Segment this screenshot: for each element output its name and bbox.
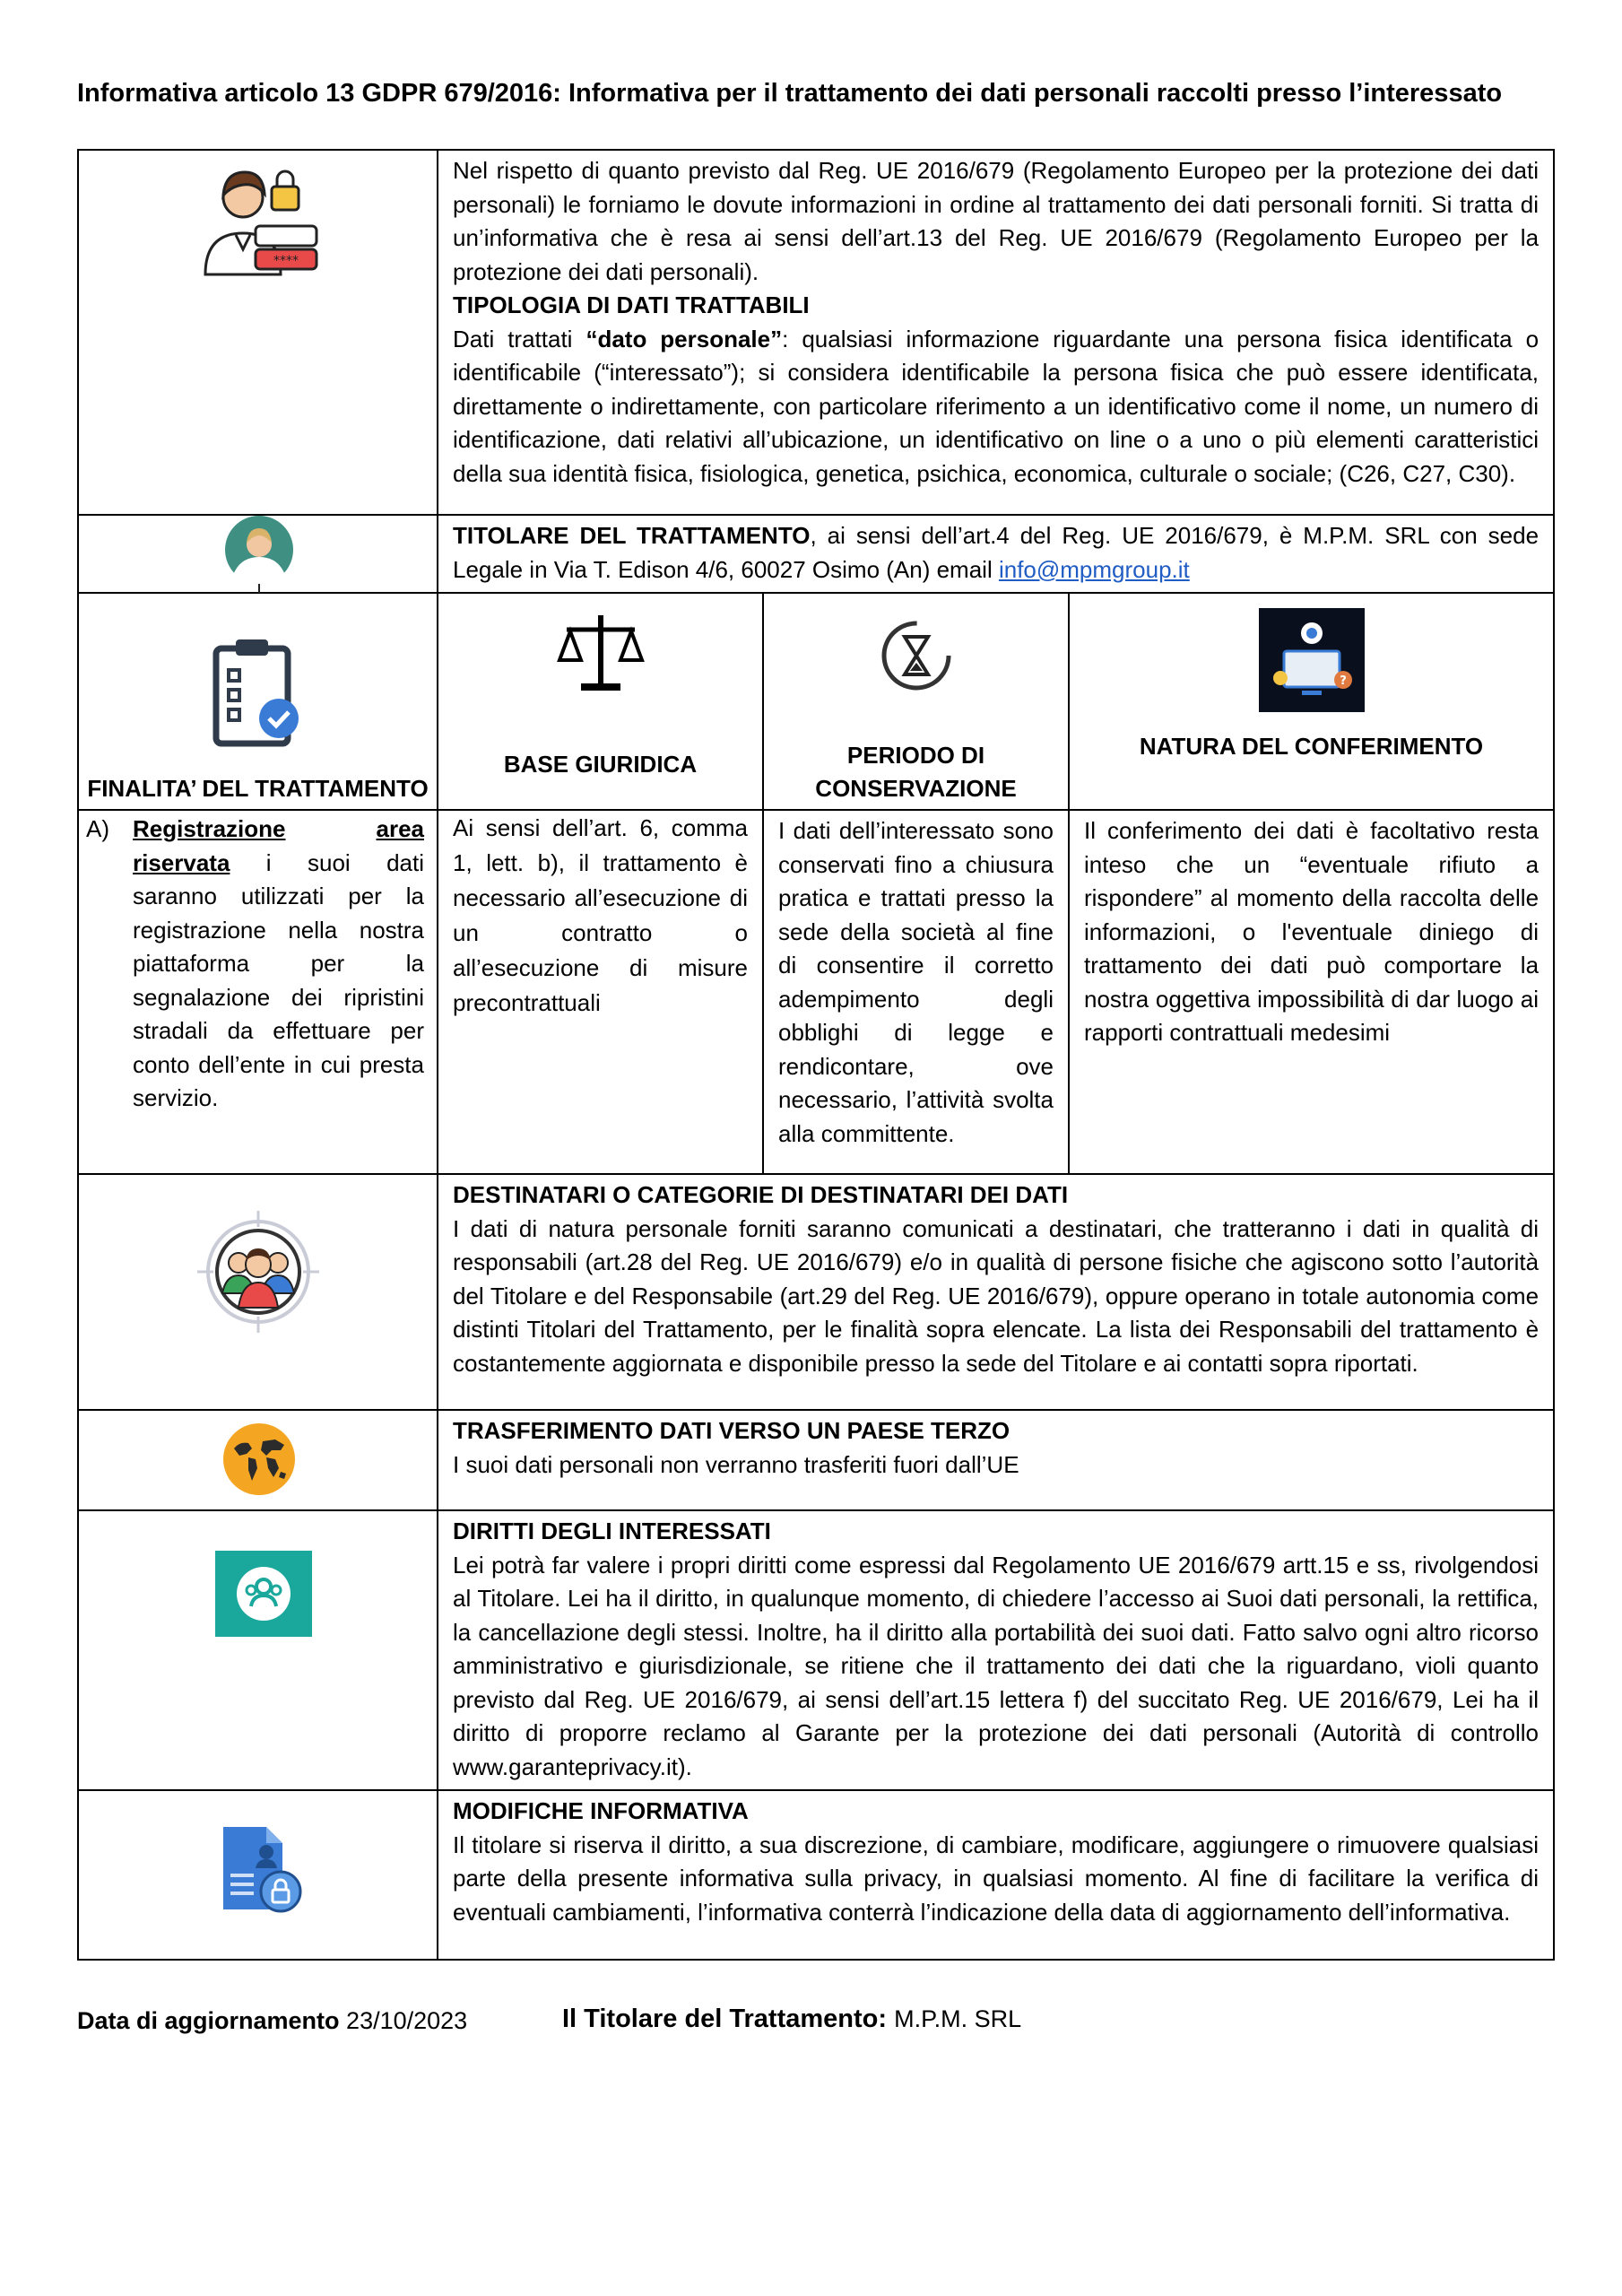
rights-heading: DIRITTI DEGLI INTERESSATI <box>453 1518 771 1544</box>
transfer-row <box>78 1410 1554 1510</box>
changes-icon-cell <box>78 1790 438 1960</box>
intro-paragraph: Nel rispetto di quanto previsto dal Reg. UE 2016/679 (Regolamento Europeo per la protezione dei dati personali) le forniamo le dovute informazioni in ordine al trattamento dei dati personali forniti. Si tratta di un’informativa che è resa ai sensi dell’art.13 del Reg. UE 2016/679 (Regolamento Europeo per la protezione dei dati personali). <box>453 157 1540 285</box>
footer-date-value: 23/10/2023 <box>346 2007 468 2034</box>
purpose-title-line <box>133 813 424 847</box>
data-types-body: : qualsiasi informazione riguardante una persona fisica identificata o identificabile (“interessato”); si considera identificabile la persona fisica che può essere identificata, direttamente o indirettamente, con particolare riferimento a un identificativo come il nome, un numero di identificazione, dati relativi all’ubicazione, un identificativo on line o a uno o più elementi caratteristici della sua identità fisica, fisiologica, genetica, psichica, economica, culturale o sociale; (C26, C27, C30). <box>453 325 1540 487</box>
recipients-text: I dati di natura personale forniti saranno comunicati a destinatari, che tratteranno i dati in qualità di responsabili (art.28 del Reg. UE 2016/679) e/o in qualità di persone fisiche che agiscono sotto l’autorità del Titolare e del Responsabile (art.29 del Reg. UE 2016/679), oppure operano in totale autonomia come distinti Titolari del Trattamento, per le finalità sopra elencate. La lista dei Responsabili del trattamento è costantemente aggiornata e disponibile presso la sede del Titolare e ai contatti sopra riportati. <box>453 1214 1540 1377</box>
periodo-cell <box>763 810 1069 1174</box>
privacy-table <box>77 149 1555 1961</box>
document-lock-icon <box>211 1818 309 1917</box>
data-types-heading: TIPOLOGIA DI DATI TRATTABILI <box>453 291 810 318</box>
controller-heading: TITOLARE DEL TRATTAMENTO <box>453 522 811 549</box>
intro-icon-cell <box>78 150 438 515</box>
recipients-heading: DESTINATARI O CATEGORIE DI DESTINATARI DEI DATI <box>453 1181 1069 1208</box>
footer-date-label: Data di aggiornamento <box>77 2007 340 2034</box>
svg-text:****: **** <box>273 254 299 268</box>
finalita-label: FINALITA’ DEL TRATTAMENTO <box>87 775 429 802</box>
controller-text-cell <box>438 515 1554 593</box>
clipboard-check-icon <box>209 634 308 751</box>
person-avatar-icon <box>219 516 299 593</box>
natura-cell <box>1069 810 1554 1174</box>
changes-heading: MODIFICHE INFORMATIVA <box>453 1797 749 1824</box>
data-types-bold: “dato personale” <box>585 325 783 352</box>
group-target-icon <box>195 1209 321 1335</box>
natura-text: Il conferimento dei dati è facoltativo resta inteso che un “eventuale rifiuto a rispondere” al momento della raccolta delle informazioni, o l'eventuale diniego di trattamento dei dati può comportare la nostra oggettiva impossibilità di dar luogo ai rapporti contrattuali medesimi <box>1084 817 1540 1046</box>
computer-support-icon <box>1259 608 1365 712</box>
balance-scale-icon <box>556 608 646 698</box>
svg-text:?: ? <box>1339 674 1347 688</box>
data-types-paragraph <box>453 323 1539 491</box>
footer-owner-value: M.P.M. SRL <box>894 2005 1022 2032</box>
data-types-prefix: Dati trattati <box>453 325 586 352</box>
changes-row <box>78 1790 1554 1960</box>
footer-date <box>77 2007 467 2035</box>
periodo-label: PERIODO DI CONSERVAZIONE <box>815 742 1017 802</box>
base-header <box>438 593 763 810</box>
purpose-cell <box>78 810 438 1174</box>
rights-text: Lei potrà far valere i propri diritti come espressi dal Regolamento UE 2016/679 artt.15 e ss, rivolgendosi al Titolare. Lei ha il diritto, in qualunque momento, di chiedere l’accesso ai Suoi dati personali, la rettifica, la cancellazione degli stessi. Inoltre, ha il diritto alla portabilità dei suoi dati. Fatto salvo ogni altro ricorso amministrativo e giurisdizionale, se ritiene che il trattamento dei dati che la riguardano, violi quanto previsto dal Reg. UE 2016/679, ai sensi dell’art.15 lettera f) del succitato Reg. UE 2016/679, Lei ha il diritto di proporre reclamo al Garante per la protezione dei dati personali (Autorità di controllo www.garanteprivacy.it). <box>453 1551 1540 1780</box>
purpose-marker: A) <box>86 815 109 842</box>
purpose-title-1: Registrazione <box>133 815 286 842</box>
intro-text-cell <box>438 150 1554 515</box>
purpose-body <box>133 813 424 1116</box>
rights-row <box>78 1510 1554 1790</box>
controller-text: , ai sensi dell’art.4 del Reg. UE 2016/679, è M.P.M. SRL con sede Legale in Via T. Edison 4/6, 60027 Osimo (An) email <box>453 522 1540 583</box>
controller-icon-cell <box>78 515 438 593</box>
purpose-description: i suoi dati saranno utilizzati per la registrazione nella nostra piattaforma per la segnalazione dei ripristini stradali da effettuare per conto dell’ente in cui presta servizio. <box>133 848 424 1111</box>
recipients-icon-cell <box>78 1174 438 1410</box>
rights-icon-cell <box>78 1510 438 1790</box>
hourglass-timer-icon <box>876 615 957 696</box>
footer-owner-label: Il Titolare del Trattamento: <box>562 2005 888 2033</box>
column-header-row <box>78 593 1554 810</box>
finalita-header <box>78 593 438 810</box>
intro-row <box>78 150 1554 515</box>
natura-label: NATURA DEL CONFERIMENTO <box>1139 733 1484 760</box>
purpose-item <box>86 813 424 1116</box>
periodo-text: I dati dell’interessato sono conservati fino a chiusura pratica e trattati presso la sede della società al fine di consentire il corretto adempimento degli obblighi di legge e rendicontare, ove necessario, l’attività svolta alla committente. <box>778 817 1054 1147</box>
recipients-text-cell <box>438 1174 1554 1410</box>
purpose-title-2: area <box>376 815 424 842</box>
purpose-row <box>78 810 1554 1174</box>
footer-owner <box>562 2005 1021 2034</box>
purpose-title-3: riservata <box>133 848 230 876</box>
user-password-lock-icon <box>196 160 322 285</box>
recipients-row <box>78 1174 1554 1410</box>
natura-header <box>1069 593 1554 810</box>
world-globe-icon <box>221 1422 297 1497</box>
controller-row <box>78 515 1554 593</box>
transfer-icon-cell <box>78 1410 438 1510</box>
email-link[interactable]: info@mpmgroup.it <box>998 555 1190 583</box>
base-cell <box>438 810 763 1174</box>
changes-text: Il titolare si riserva il diritto, a sua discrezione, di cambiare, modificare, aggiungere o rimuovere qualsiasi parte della presente informativa sulla privacy, in qualsiasi momento. Al fine di facilitare la verifica di eventuali cambiamenti, l’informativa conterrà l’indicazione della data di aggiornamento dell’informativa. <box>453 1831 1540 1926</box>
transfer-heading: TRASFERIMENTO DATI VERSO UN PAESE TERZO <box>453 1417 1010 1444</box>
users-group-icon <box>215 1551 312 1637</box>
changes-text-cell <box>438 1790 1554 1960</box>
base-label: BASE GIURIDICA <box>503 751 698 778</box>
document-title: Informativa articolo 13 GDPR 679/2016: Informativa per il trattamento dei dati personali raccolti presso l’interessato <box>77 79 1503 108</box>
transfer-text: I suoi dati personali non verranno trasferiti fuori dall’UE <box>453 1450 1019 1478</box>
transfer-text-cell <box>438 1410 1554 1510</box>
periodo-header <box>763 593 1069 810</box>
rights-text-cell <box>438 1510 1554 1790</box>
base-text: Ai sensi dell’art. 6, comma 1, lett. b), il trattamento è necessario all’esecuzione di un contratto o all’esecuzione di misure precontrattuali <box>453 814 748 1016</box>
